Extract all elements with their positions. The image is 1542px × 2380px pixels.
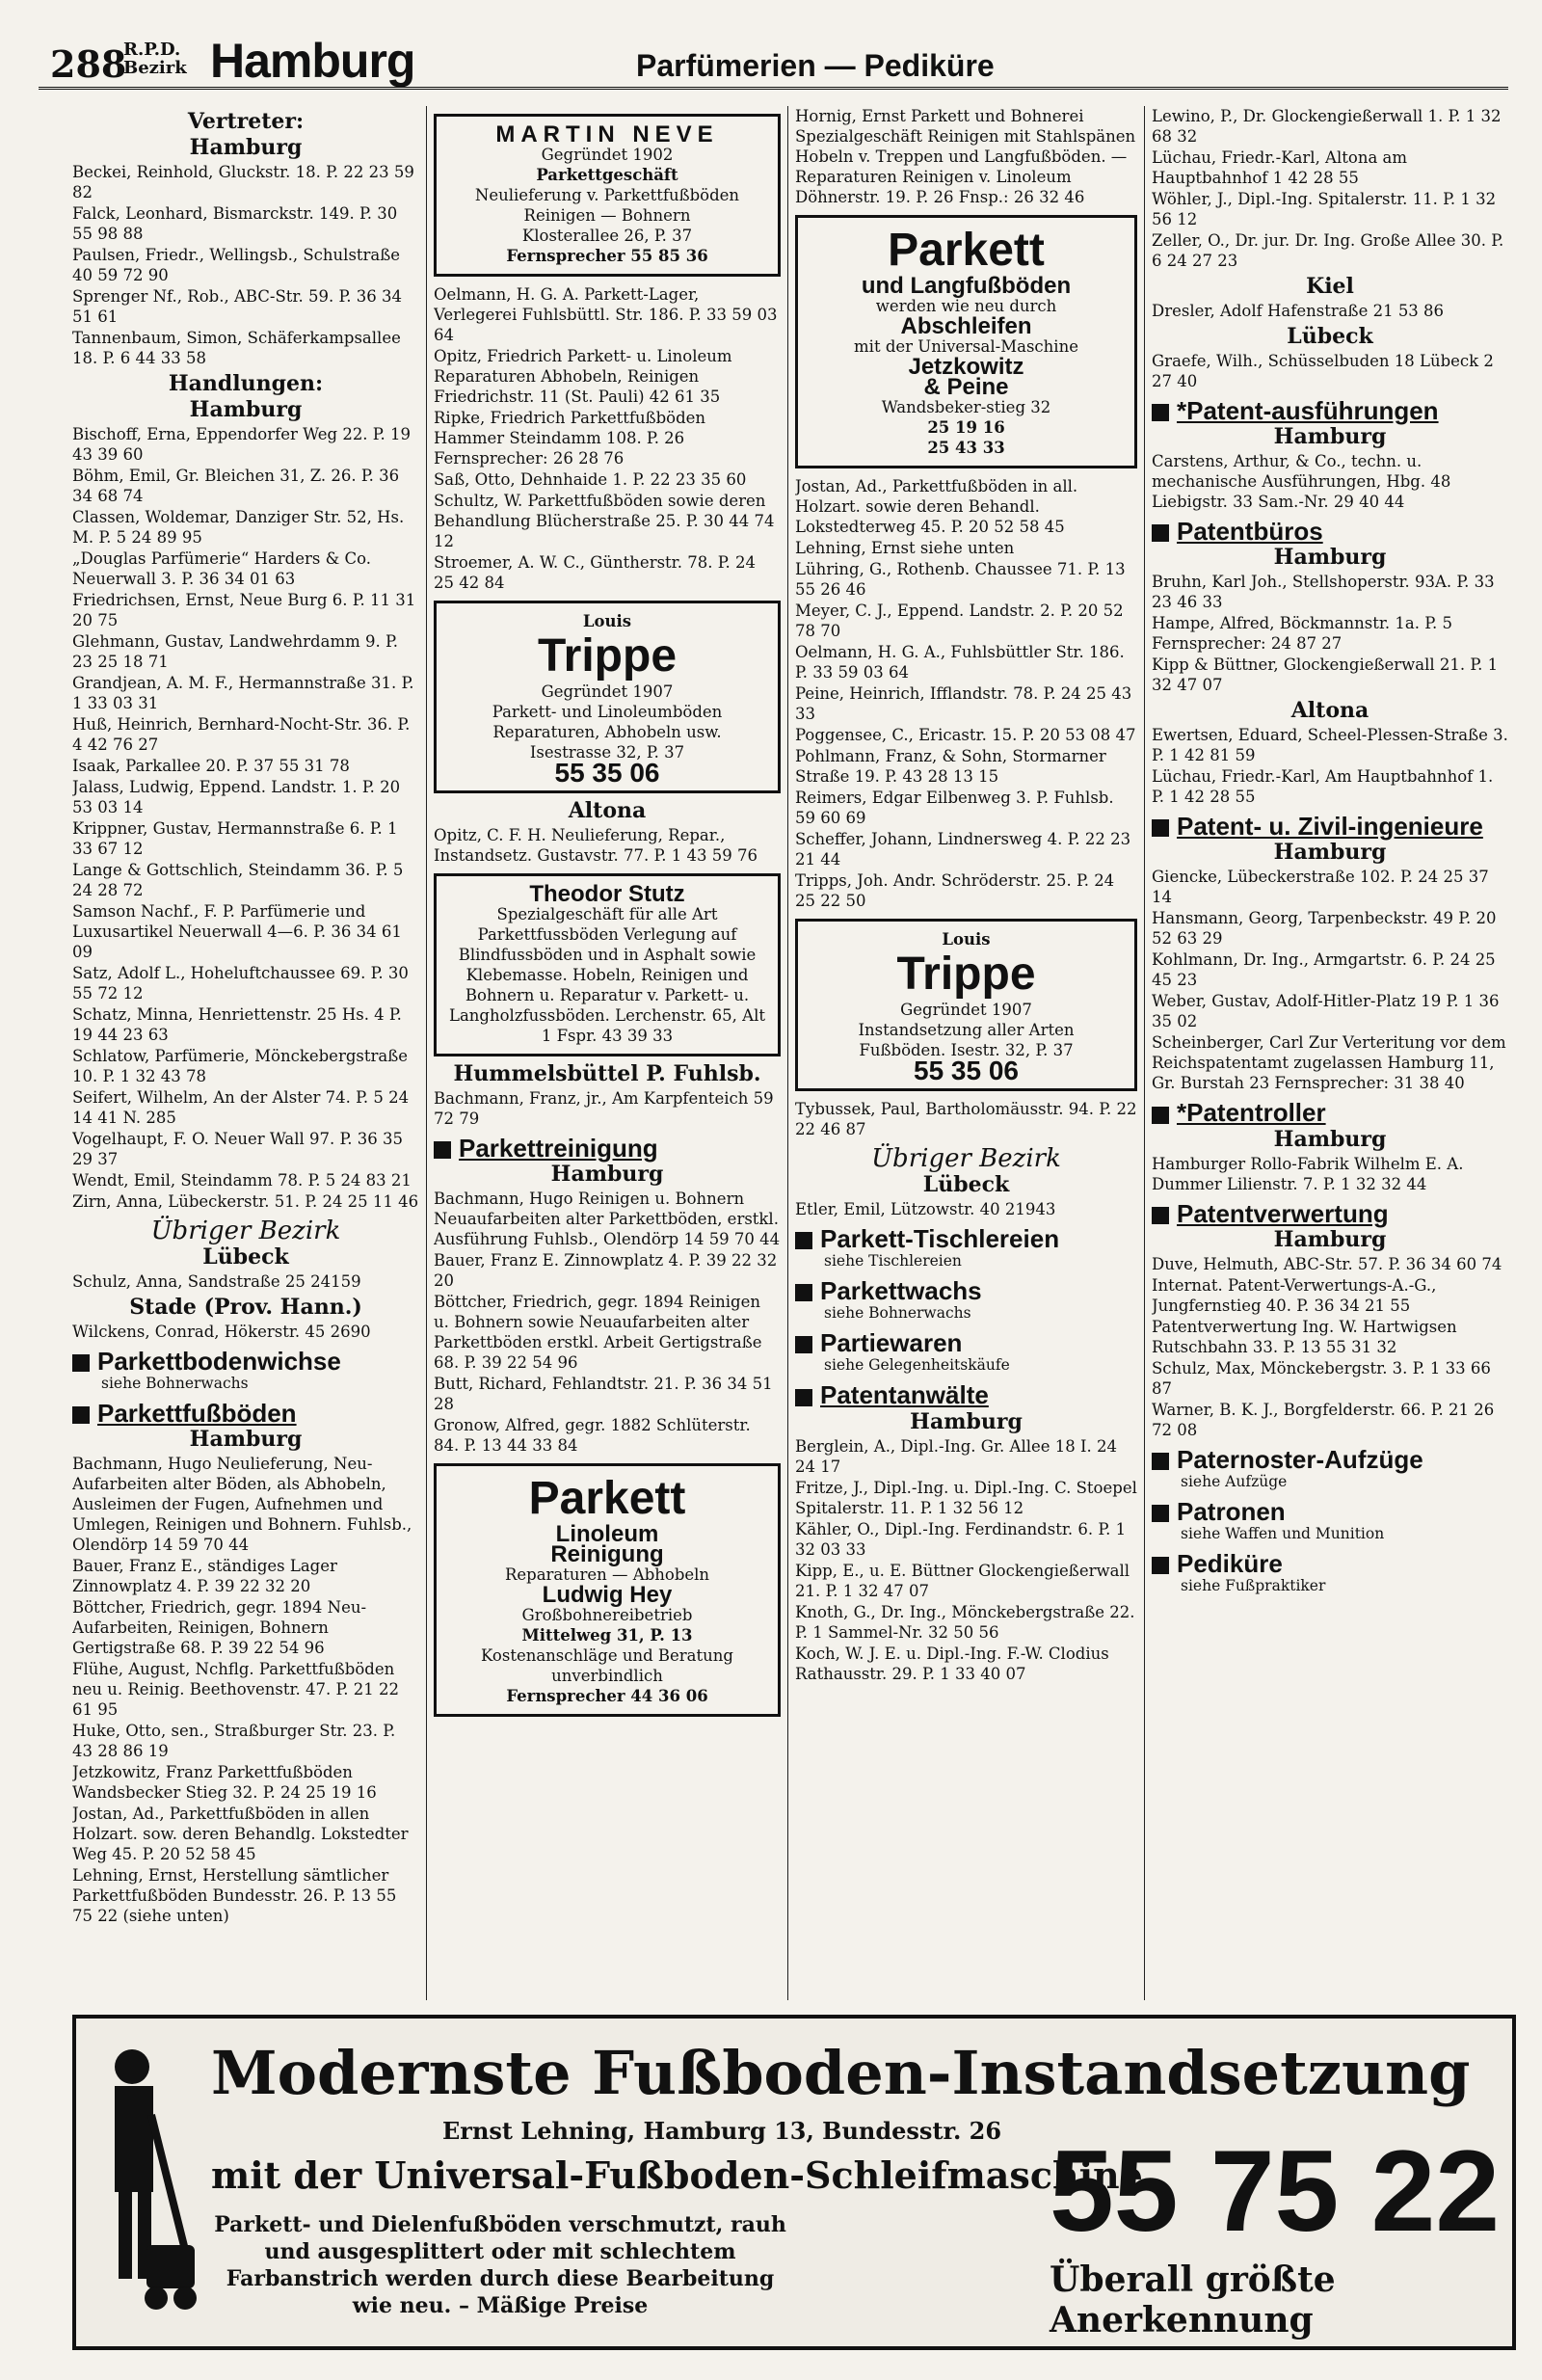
list-item: Falck, Leonhard, Bismarckstr. 149. P. 30 55 98 88 bbox=[72, 204, 398, 243]
square-bullet-icon bbox=[72, 1354, 90, 1372]
city-subheading: Hamburg bbox=[1273, 424, 1387, 450]
square-bullet-icon bbox=[795, 1389, 812, 1406]
city-subheading: Hamburg bbox=[1273, 545, 1387, 571]
list-item: Bruhn, Karl Joh., Stellshoperstr. 93A. P. 33 23 46 33 bbox=[1152, 573, 1495, 612]
list-item: Krippner, Gustav, Hermannstraße 6. P. 1 33 67 12 bbox=[72, 819, 398, 858]
square-bullet-icon bbox=[434, 1141, 451, 1159]
category-heading: Parkettfußböden bbox=[72, 1404, 419, 1424]
banner-address: Ernst Lehning, Hamburg 13, Bundesstr. 26 bbox=[442, 2117, 1002, 2145]
list-item: Zirn, Anna, Lübeckerstr. 51. P. 24 25 11 46 bbox=[72, 1192, 419, 1211]
list-item: Lehning, Ernst, Herstellung sämtlicher Parkettfußböden Bundesstr. 26. P. 13 55 75 22 (siehe unten) bbox=[72, 1866, 397, 1926]
list-item: Satz, Adolf L., Hoheluftchaussee 69. P. 30 55 72 12 bbox=[72, 964, 409, 1003]
page-number: 288 bbox=[50, 42, 127, 86]
list-item: Hornig, Ernst Parkett und Bohnerei Spezialgeschäft Reinigen mit Stahlspänen Hobeln v. Treppen und Langfußböden. — Reparaturen Reinigen v. Linoleum Döhnerstr. 19. P. 26 Fnsp.: 26 32 46 bbox=[795, 107, 1136, 206]
category-heading: Paternoster-Aufzüge bbox=[1152, 1450, 1508, 1470]
list-item: Friedrichsen, Ernst, Neue Burg 6. P. 11 31 20 75 bbox=[72, 591, 416, 629]
list-item: Bauer, Franz E., ständiges Lager Zinnowplatz 4. P. 39 22 32 20 bbox=[72, 1557, 337, 1596]
square-bullet-icon bbox=[795, 1284, 812, 1301]
list-item: Hansmann, Georg, Tarpenbeckstr. 49 P. 20 52 63 29 bbox=[1152, 909, 1497, 949]
list-item: Poggensee, C., Ericastr. 15. P. 20 53 08 47 bbox=[795, 726, 1136, 744]
category-heading: Patronen bbox=[1152, 1502, 1508, 1522]
city-subheading: Stade (Prov. Hann.) bbox=[129, 1295, 362, 1320]
square-bullet-icon bbox=[795, 1336, 812, 1353]
list-item: Fritze, J., Dipl.-Ing. u. Dipl.-Ing. C. Stoepel Spitalerstr. 11. P. 1 32 56 12 bbox=[795, 1478, 1137, 1517]
category-heading: Partiewaren bbox=[795, 1333, 1137, 1353]
list-item: Opitz, Friedrich Parkett- u. Linoleum Reparaturen Abhobeln, Reinigen Friedrichstr. 11 (St. Pauli) 42 61 35 bbox=[434, 347, 732, 406]
list-item: Oelmann, H. G. A. Parkett-Lager, Verlegerei Fuhlsbüttl. Str. 186. P. 33 59 03 64 bbox=[434, 285, 778, 344]
column-divider bbox=[787, 106, 788, 2000]
list-item: Giencke, Lübeckerstraße 102. P. 24 25 37 14 bbox=[1152, 868, 1489, 907]
list-item: Paulsen, Friedr., Wellingsb., Schulstraße 40 59 72 90 bbox=[72, 246, 401, 284]
list-item: Tripps, Joh. Andr. Schröderstr. 25. P. 24 25 22 50 bbox=[795, 871, 1115, 910]
list-item: Oelmann, H. G. A., Fuhlsbüttler Str. 186. P. 33 59 03 64 bbox=[795, 643, 1125, 682]
list-item: Lange & Gottschlich, Steindamm 36. P. 5 24 28 72 bbox=[72, 861, 404, 899]
list-item: Ripke, Friedrich Parkettfußböden Hammer Steindamm 108. P. 26 Fernsprecher: 26 28 76 bbox=[434, 409, 706, 468]
city-subheading: Lübeck bbox=[202, 1244, 289, 1270]
list-item: Wöhler, J., Dipl.-Ing. Spitalerstr. 11. P. 1 32 56 12 bbox=[1152, 190, 1497, 228]
category-heading: Parkett-Tischlereien bbox=[795, 1229, 1137, 1249]
list-item: Böttcher, Friedrich, gegr. 1894 Neu-Aufarbeiten, Reinigen, Bohnern Gertigstraße 68. P. 39 22 54 96 bbox=[72, 1598, 367, 1658]
category-heading: Parkettwachs bbox=[795, 1281, 1137, 1301]
list-item: Schulz, Max, Mönckebergstr. 3. P. 1 33 66 87 bbox=[1152, 1358, 1491, 1398]
ad-martin-neve: MARTIN NEVE Gegründet 1902 Parkettgeschäft Neulieferung v. Parkettfußböden Reinigen — Bohnern Klosterallee 26, P. 37 Fernsprecher 55 85 36 bbox=[434, 114, 781, 277]
banner-description: Parkett- und Dielenfußböden verschmutzt, rauh und ausgesplittert oder mit schlechtem Farbanstrich werden durch diese Bearbeitung wie neu. – Mäßige Preise bbox=[214, 2212, 786, 2318]
ad-banner-lehning bbox=[72, 2015, 1516, 2350]
column-divider bbox=[426, 106, 427, 2000]
list-item: Knoth, G., Dr. Ing., Mönckebergstraße 22. P. 1 Sammel-Nr. 32 50 56 bbox=[795, 1602, 1135, 1642]
district-heading: Übriger Bezirk bbox=[150, 1217, 341, 1245]
list-item: Kipp & Büttner, Glockengießerwall 21. P. 1 32 47 07 bbox=[1152, 655, 1499, 695]
list-item: Hampe, Alfred, Böckmannstr. 1a. P. 5 Fernsprecher: 24 87 27 bbox=[1152, 614, 1452, 654]
city-subheading: Kiel bbox=[1306, 274, 1354, 299]
list-item: Graefe, Wilh., Schüsselbuden 18 Lübeck 2 27 40 bbox=[1152, 352, 1494, 390]
list-item: Peine, Heinrich, Ifflandstr. 78. P. 24 25 43 33 bbox=[795, 684, 1132, 723]
list-item: Pohlmann, Franz, & Sohn, Stormarner Straße 19. P. 43 28 13 15 bbox=[795, 747, 1106, 786]
worker-with-machine-icon bbox=[93, 2038, 199, 2327]
city-subheading: Hamburg bbox=[189, 135, 303, 160]
list-item: Zeller, O., Dr. jur. Dr. Ing. Große Allee 30. P. 6 24 27 23 bbox=[1152, 231, 1504, 270]
list-item: Ewertsen, Eduard, Scheel-Plessen-Straße 3. P. 1 42 81 59 bbox=[1152, 726, 1508, 765]
category-heading: Parkettbodenwichse bbox=[72, 1351, 419, 1372]
list-item: Bauer, Franz E. Zinnowplatz 4. P. 39 22 32 20 bbox=[434, 1251, 778, 1291]
list-item: Wilckens, Conrad, Hökerstr. 45 2690 bbox=[72, 1323, 371, 1341]
list-item: Kohlmann, Dr. Ing., Armgartstr. 6. P. 24 25 45 23 bbox=[1152, 950, 1496, 990]
list-item: Lühring, G., Rothenb. Chaussee 71. P. 13 55 26 46 bbox=[795, 560, 1126, 599]
ad-louis-trippe: Louis Trippe Gegründet 1907 Parkett- und Linoleumböden Reparaturen, Abhobeln usw. Isestrasse 32, P. 37 55 35 06 bbox=[434, 601, 781, 793]
list-item: Böttcher, Friedrich, gegr. 1894 Reinigen u. Bohnern sowie Neuaufarbeiten alter Parkettböden erstkl. Arbeit Gertigstraße 68. P. 39 22 54 96 bbox=[434, 1293, 762, 1373]
square-bullet-icon bbox=[1152, 1453, 1169, 1470]
square-bullet-icon bbox=[1152, 1107, 1169, 1124]
vertreter-heading: Vertreter: bbox=[187, 109, 305, 134]
city-subheading: Lübeck bbox=[1287, 324, 1373, 349]
cross-reference: siehe Gelegenheitskäufe bbox=[824, 1356, 1010, 1375]
list-item: Reimers, Edgar Eilbenweg 3. P. Fuhlsb. 59 60 69 bbox=[795, 789, 1114, 827]
list-item: Kipp, E., u. E. Büttner Glockengießerwall 21. P. 1 32 47 07 bbox=[795, 1561, 1130, 1600]
list-item: Scheinberger, Carl Zur Verteritung vor dem Reichspatentamt zugelassen Hamburg 11, Gr. Burstah 23 Fernsprecher: 31 38 40 bbox=[1152, 1033, 1506, 1093]
cross-reference: siehe Bohnerwachs bbox=[101, 1375, 249, 1393]
cross-reference: siehe Waffen und Munition bbox=[1181, 1524, 1385, 1542]
category-heading: *Patent-ausführungen bbox=[1152, 401, 1508, 421]
city-subheading: Hamburg bbox=[1273, 1226, 1387, 1252]
cross-reference: siehe Tischlereien bbox=[824, 1252, 962, 1270]
list-item: Berglein, A., Dipl.-Ing. Gr. Allee 18 I. 24 24 17 bbox=[795, 1436, 1118, 1476]
list-item: Isaak, Parkallee 20. P. 37 55 31 78 bbox=[72, 757, 350, 775]
column-3 bbox=[795, 106, 1137, 2005]
city-subheading: Altona bbox=[1290, 698, 1369, 724]
list-item: Koch, W. J. E. u. Dipl.-Ing. F.-W. Clodius Rathausstr. 29. P. 1 33 40 07 bbox=[795, 1644, 1109, 1683]
list-item: Lüchau, Friedr.-Karl, Altona am Hauptbahnhof 1 42 28 55 bbox=[1152, 148, 1408, 187]
square-bullet-icon bbox=[795, 1232, 812, 1249]
category-heading: Parkettreinigung bbox=[434, 1138, 781, 1159]
list-item: „Douglas Parfümerie“ Harders & Co. Neuerwall 3. P. 36 34 01 63 bbox=[72, 549, 372, 588]
list-item: Bachmann, Hugo Reinigen u. Bohnern Neuaufarbeiten alter Parkettböden, erstkl. Ausführung Fuhlsb., Olendörp 14 59 70 44 bbox=[434, 1190, 781, 1249]
list-item: Saß, Otto, Dehnhaide 1. P. 22 23 35 60 bbox=[434, 470, 747, 489]
list-item: Opitz, C. F. H. Neulieferung, Repar., Instandsetz. Gustavstr. 77. P. 1 43 59 76 bbox=[434, 826, 758, 865]
banner-phone-number: 55 75 22 bbox=[1050, 2126, 1501, 2256]
city-subheading: Hamburg bbox=[1273, 1126, 1387, 1152]
list-item: Schulz, Anna, Sandstraße 25 24159 bbox=[72, 1272, 361, 1291]
banner-title: Modernste Fußboden-Instandsetzung bbox=[211, 2038, 1471, 2108]
list-item: Jetzkowitz, Franz Parkettfußböden Wandsbecker Stieg 32. P. 24 25 19 16 bbox=[72, 1763, 377, 1803]
list-item: Huke, Otto, sen., Straßburger Str. 23. P. 43 28 86 19 bbox=[72, 1722, 396, 1761]
list-item: Beckei, Reinhold, Gluckstr. 18. P. 22 23 59 82 bbox=[72, 163, 414, 201]
city-subheading: Hamburg bbox=[910, 1408, 1023, 1434]
list-item: Kähler, O., Dipl.-Ing. Ferdinandstr. 6. P. 1 32 03 33 bbox=[795, 1519, 1127, 1559]
square-bullet-icon bbox=[1152, 524, 1169, 542]
city-subheading: Altona bbox=[568, 798, 647, 823]
banner-machine: mit der Universal-Fußboden-Schleifmaschine bbox=[211, 2153, 1143, 2197]
list-item: Tybussek, Paul, Bartholomäusstr. 94. P. 22 22 46 87 bbox=[795, 1100, 1137, 1138]
city-subheading: Hamburg bbox=[189, 397, 303, 422]
column-divider bbox=[1144, 106, 1145, 2000]
list-item: Bachmann, Franz, jr., Am Karpfenteich 59 72 79 bbox=[434, 1089, 774, 1128]
list-item: Hamburger Rollo-Fabrik Wilhelm E. A. Dummer Lilienstr. 7. P. 1 32 32 44 bbox=[1152, 1154, 1464, 1193]
section-title: Parfümerien — Pediküre bbox=[636, 48, 995, 83]
list-item: Schultz, W. Parkettfußböden sowie deren Behandlung Blücherstraße 25. P. 30 44 74 12 bbox=[434, 492, 775, 550]
list-item: Gronow, Alfred, gegr. 1882 Schlüterstr. 84. P. 13 44 33 84 bbox=[434, 1416, 751, 1456]
category-heading: Pediküre bbox=[1152, 1554, 1508, 1574]
category-heading: Patentbüros bbox=[1152, 521, 1508, 542]
city-subheading: Hamburg bbox=[550, 1162, 664, 1188]
list-item: Glehmann, Gustav, Landwehrdamm 9. P. 23 25 18 71 bbox=[72, 632, 398, 671]
list-item: Warner, B. K. J., Borgfelderstr. 66. P. 21 26 72 08 bbox=[1152, 1400, 1495, 1439]
list-item: Schatz, Minna, Henriettenstr. 25 Hs. 4 P. 19 44 23 63 bbox=[72, 1005, 402, 1044]
handlungen-heading: Handlungen: bbox=[168, 371, 324, 396]
city-subheading: Hamburg bbox=[1273, 840, 1387, 866]
list-item: Sprenger Nf., Rob., ABC-Str. 59. P. 36 34 51 61 bbox=[72, 287, 402, 326]
list-item: Wendt, Emil, Steindamm 78. P. 5 24 83 21 bbox=[72, 1171, 412, 1190]
list-item: Jostan, Ad., Parkettfußböden in all. Holzart. sowie deren Behandl. Lokstedterweg 45. P. 20 52 58 45 bbox=[795, 477, 1078, 536]
column-1 bbox=[72, 106, 419, 2005]
list-item: Lewino, P., Dr. Glockengießerwall 1. P. 1 32 68 32 bbox=[1152, 107, 1502, 146]
category-heading: Patentverwertung bbox=[1152, 1204, 1508, 1224]
list-item: Schlatow, Parfümerie, Mönckebergstraße 10. P. 1 32 43 78 bbox=[72, 1047, 408, 1085]
list-item: Flühe, August, Nchflg. Parkettfußböden neu u. Reinig. Beethovenstr. 47. P. 21 22 61 95 bbox=[72, 1660, 399, 1720]
list-item: Huß, Heinrich, Bernhard-Nocht-Str. 36. P. 4 42 76 27 bbox=[72, 715, 411, 754]
cross-reference: siehe Bohnerwachs bbox=[824, 1304, 971, 1323]
ad-jetzkowitz-peine: Parkett und Langfußböden werden wie neu durch Abschleifen mit der Universal-Maschine Jetzkowitz & Peine Wandsbeker-stieg 32 25 19 16 25 43 33 bbox=[795, 215, 1137, 468]
square-bullet-icon bbox=[72, 1406, 90, 1424]
list-item: Duve, Helmuth, ABC-Str. 57. P. 36 34 60 74 bbox=[1152, 1254, 1502, 1273]
category-heading: Patentanwälte bbox=[795, 1385, 1137, 1405]
list-item: Internat. Patent-Verwertungs-A.-G., Jungfernstieg 40. P. 36 34 21 55 bbox=[1152, 1275, 1437, 1315]
list-item: Classen, Woldemar, Danziger Str. 52, Hs. M. P. 5 24 89 95 bbox=[72, 508, 405, 547]
list-item: Scheffer, Johann, Lindnersweg 4. P. 22 23 21 44 bbox=[795, 830, 1131, 869]
district-heading: Übriger Bezirk bbox=[871, 1144, 1061, 1173]
list-item: Dresler, Adolf Hafenstraße 21 53 86 bbox=[1152, 302, 1445, 320]
banner-tagline: Überall größte Anerkennung bbox=[1050, 2260, 1336, 2340]
list-item: Tannenbaum, Simon, Schäferkampsallee 18. P. 6 44 33 58 bbox=[72, 329, 401, 367]
list-item: Meyer, C. J., Eppend. Landstr. 2. P. 20 52 78 70 bbox=[795, 602, 1124, 640]
city-subheading: Hummelsbüttel P. Fuhlsb. bbox=[453, 1061, 761, 1086]
list-item: Lüchau, Friedr.-Karl, Am Hauptbahnhof 1. P. 1 42 28 55 bbox=[1152, 767, 1494, 807]
category-heading: Patent- u. Zivil-ingenieure bbox=[1152, 816, 1508, 837]
list-item: Stroemer, A. W. C., Güntherstr. 78. P. 24 25 42 84 bbox=[434, 553, 756, 592]
list-item: Seifert, Wilhelm, An der Alster 74. P. 5 24 14 41 N. 285 bbox=[72, 1088, 410, 1127]
list-item: Bischoff, Erna, Eppendorfer Weg 22. P. 19 43 39 60 bbox=[72, 425, 412, 464]
square-bullet-icon bbox=[1152, 819, 1169, 837]
ad-ludwig-hey: Parkett Linoleum Reinigung Reparaturen — Abhobeln Ludwig Hey Großbohnereibetrieb Mittelweg 31, P. 13 Kostenanschläge und Beratung unverbindlich Fernsprecher 44 36 06 bbox=[434, 1463, 781, 1717]
city-subheading: Lübeck bbox=[922, 1172, 1010, 1197]
square-bullet-icon bbox=[1152, 1207, 1169, 1224]
column-2 bbox=[434, 106, 781, 2005]
page-header bbox=[39, 29, 1508, 90]
list-item: Jalass, Ludwig, Eppend. Landstr. 1. P. 20 53 03 14 bbox=[72, 778, 401, 816]
square-bullet-icon bbox=[1152, 1557, 1169, 1574]
ad-theodor-stutz: Theodor Stutz Spezialgeschäft für alle Art Parkettfussböden Verlegung auf Blindfussböden und in Asphalt sowie Klebemasse. Hobeln, Reinigen und Bohnern u. Reparatur v. Parkett- u. Langholzfussböden. Lerchenstr. 65, Alt 1 Fspr. 43 39 33 bbox=[434, 873, 781, 1056]
cross-reference: siehe Fußpraktiker bbox=[1181, 1577, 1326, 1594]
list-item: Carstens, Arthur, & Co., techn. u. mechanische Ausführungen, Hbg. 48 Liebigstr. 33 Sam.-Nr. 29 40 44 bbox=[1152, 452, 1451, 512]
list-item: Vogelhaupt, F. O. Neuer Wall 97. P. 36 35 29 37 bbox=[72, 1130, 403, 1168]
list-item: Etler, Emil, Lützowstr. 40 21943 bbox=[795, 1200, 1056, 1218]
list-item: Patentverwertung Ing. W. Hartwigsen Rutschbahn 33. P. 13 55 31 32 bbox=[1152, 1317, 1457, 1356]
list-item: Weber, Gustav, Adolf-Hitler-Platz 19 P. 1 36 35 02 bbox=[1152, 992, 1500, 1031]
list-item: Böhm, Emil, Gr. Bleichen 31, Z. 26. P. 36 34 68 74 bbox=[72, 467, 400, 505]
city-subheading: Hamburg bbox=[189, 1427, 303, 1453]
list-item: Lehning, Ernst siehe unten bbox=[795, 539, 1015, 557]
list-item: Samson Nachf., F. P. Parfümerie und Luxusartikel Neuerwall 4—6. P. 36 34 61 09 bbox=[72, 902, 402, 961]
square-bullet-icon bbox=[1152, 404, 1169, 421]
category-heading: *Patentroller bbox=[1152, 1103, 1508, 1123]
city-title: Hamburg bbox=[210, 34, 415, 88]
square-bullet-icon bbox=[1152, 1505, 1169, 1522]
ad-louis-trippe-2: Louis Trippe Gegründet 1907 Instandsetzung aller Arten Fußböden. Isestr. 32, P. 37 55 35 06 bbox=[795, 919, 1137, 1091]
cross-reference: siehe Aufzüge bbox=[1181, 1472, 1288, 1490]
region-label: R.P.D. Bezirk bbox=[123, 40, 187, 78]
list-item: Grandjean, A. M. F., Hermannstraße 31. P. 1 33 03 31 bbox=[72, 674, 414, 712]
list-item: Bachmann, Hugo Neulieferung, Neu-Aufarbeiten alter Böden, als Abhobeln, Ausleimen der Fugen, Aufnehmen und Umlegen, Reinigen und Bohnern. Fuhlsb., Olendörp 14 59 70 44 bbox=[72, 1455, 412, 1555]
list-item: Butt, Richard, Fehlandtstr. 21. P. 36 34 51 28 bbox=[434, 1375, 773, 1414]
column-4 bbox=[1152, 106, 1508, 2005]
list-item: Jostan, Ad., Parkettfußböden in allen Holzart. sow. deren Behandlg. Lokstedter Weg 45. P. 20 52 58 45 bbox=[72, 1805, 409, 1864]
